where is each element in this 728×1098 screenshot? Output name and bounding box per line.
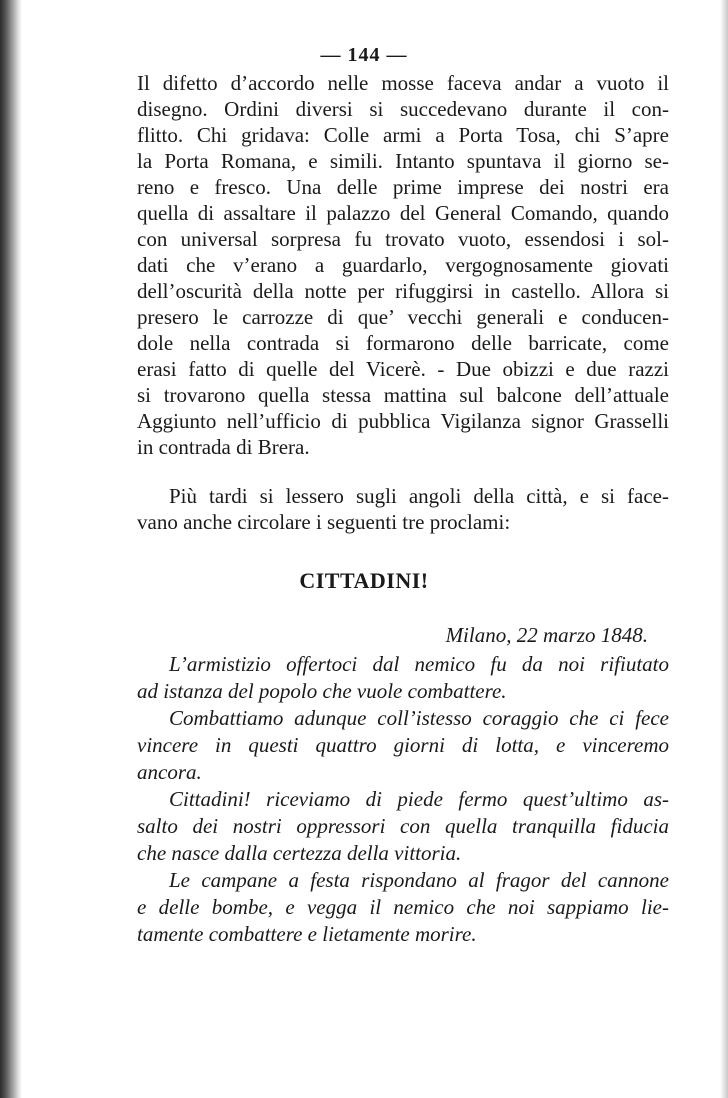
text-line: con universal sorpresa fu trovato vuoto, essendosi i sol- bbox=[137, 227, 669, 251]
proclamation-line: Le campane a festa rispondano al fragor del cannone bbox=[169, 868, 669, 892]
text-line: Più tardi si lessero sugli angoli della città, e si face- bbox=[169, 484, 669, 508]
proclamation-line: L’armistizio offertoci dal nemico fu da noi rifiutato bbox=[169, 652, 669, 676]
text-line: disegno. Ordini diversi si succedevano durante il con- bbox=[137, 97, 669, 121]
proclamation-line: ad istanza del popolo che vuole combattere. bbox=[137, 679, 507, 703]
proclamation-line: Combattiamo adunque coll’istesso coraggio che ci fece bbox=[169, 706, 669, 730]
proclamation-heading: CITTADINI! bbox=[299, 568, 429, 593]
proclamation-line: e delle bombe, e vegga il nemico che noi sappiamo lie- bbox=[137, 895, 669, 919]
text-line: quella di assaltare il palazzo del General Comando, quando bbox=[137, 201, 669, 225]
proclamation-dateline: Milano, 22 marzo 1848. bbox=[445, 623, 648, 647]
paragraph-2 bbox=[137, 483, 669, 535]
proclamation-body bbox=[137, 651, 669, 948]
text-line: flitto. Chi gridava: Colle armi a Porta Tosa, chi S’apre bbox=[137, 123, 669, 147]
text-line: dole nella contrada si formarono delle barricate, come bbox=[137, 331, 669, 355]
proclamation-line: ancora. bbox=[137, 760, 202, 784]
paragraph-1 bbox=[137, 70, 669, 460]
text-line: dati che v’erano a guardarlo, vergognosamente giovati bbox=[137, 253, 669, 277]
text-line: reno e fresco. Una delle prime imprese dei nostri era bbox=[137, 175, 669, 199]
text-line: Il difetto d’accordo nelle mosse faceva andar a vuoto il bbox=[137, 71, 669, 95]
text-line: si trovarono quella stessa mattina sul balcone dell’attuale bbox=[137, 383, 669, 407]
book-gutter-shadow bbox=[0, 0, 22, 1098]
text-line: vano anche circolare i seguenti tre proclami: bbox=[137, 510, 511, 534]
proclamation-line: vincere in questi quattro giorni di lotta, e vinceremo bbox=[137, 733, 669, 757]
text-line: Aggiunto nell’ufficio di pubblica Vigilanza signor Grasselli bbox=[137, 409, 669, 433]
page-edge-shadow bbox=[720, 0, 728, 1098]
text-line: dell’oscurità della notte per rifuggirsi in castello. Allora si bbox=[137, 279, 669, 303]
proclamation-line: che nasce dalla certezza della vittoria. bbox=[137, 841, 462, 865]
text-line: presero le carrozze di que’ vecchi generali e conducen- bbox=[137, 305, 669, 329]
text-line: in contrada di Brera. bbox=[137, 435, 310, 459]
text-line: la Porta Romana, e simili. Intanto spuntava il giorno se- bbox=[137, 149, 669, 173]
page-number: — 144 — bbox=[320, 44, 408, 66]
text-line: erasi fatto di quelle del Vicerè. - Due obizzi e due razzi bbox=[137, 357, 669, 381]
proclamation-line: Cittadini! riceviamo di piede fermo quest’ultimo as- bbox=[169, 787, 669, 811]
proclamation-line: salto dei nostri oppressori con quella tranquilla fiducia bbox=[137, 814, 669, 838]
proclamation-line: tamente combattere e lietamente morire. bbox=[137, 922, 477, 946]
